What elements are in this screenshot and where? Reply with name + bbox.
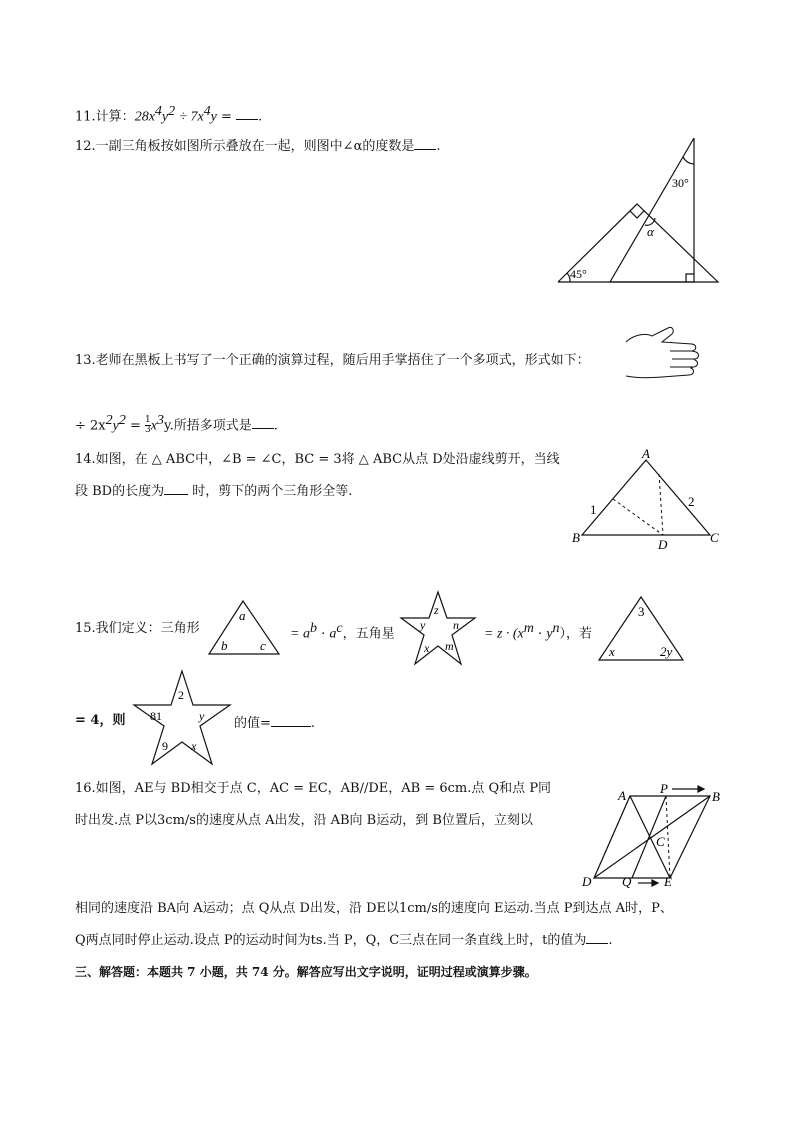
q13-fraction: $\frac{1}{3}$ bbox=[145, 415, 151, 436]
q14-blank bbox=[164, 480, 188, 495]
q15-star-2 bbox=[132, 668, 232, 768]
question-16-line3: 相同的速度沿 BA向 A运动；点 Q从点 D出发，沿 DE以1cm/s的速度向 E运动.当点 P到达点 A时，P、 bbox=[75, 901, 673, 916]
q13-line2-suffix: y.所捂多项式是 bbox=[163, 418, 252, 434]
q15-star1-y: y bbox=[420, 618, 426, 632]
question-13-line2: ÷ $2x^2y^2$ = $\frac{1}{3}$ $x^3y$.所捂多项式是 . bbox=[75, 413, 278, 436]
q16-label-D: D bbox=[582, 874, 592, 889]
q16-blank bbox=[586, 929, 608, 944]
q13-line2-prefix: ÷ 2x bbox=[75, 418, 106, 434]
q14-line2-b: 时，剪下的两个三角形全等. bbox=[188, 484, 353, 499]
q15-tri2-left: x bbox=[609, 644, 615, 659]
q15-star1-x: x bbox=[424, 641, 430, 655]
q16-label-C: C bbox=[656, 834, 665, 849]
q14-line1: 14.如图，在 △ ABC中，∠B = ∠C，BC = 3将 △ ABC从点 D处沿虚线剪开，当线 bbox=[75, 452, 560, 467]
q11-label: 11.计算： bbox=[75, 109, 135, 125]
q15-line2-lead: = 4，则 bbox=[75, 713, 126, 728]
q15-blank bbox=[271, 712, 311, 727]
q15-star1-n: n bbox=[453, 618, 459, 632]
q11-expr-prefix: 28x bbox=[134, 109, 155, 125]
q11-expr-rest: ÷ 7x bbox=[179, 109, 204, 125]
q11-blank bbox=[236, 105, 258, 120]
hand-icon bbox=[622, 322, 700, 384]
q14-label-C: C bbox=[710, 530, 719, 545]
q16-label-B: B bbox=[712, 789, 720, 804]
q15-star2-right: y bbox=[199, 709, 205, 723]
question-16-line2: 时出发.点 P以3cm/s的速度从点 A出发，沿 AB向 B运动，到 B位置后，立刻以 bbox=[75, 813, 533, 828]
q16-label-A: A bbox=[618, 788, 626, 803]
q15-tri1-b: b bbox=[221, 638, 228, 653]
q15-star2-br: x bbox=[191, 739, 197, 753]
question-15-lead: 15.我们定义：三角形 bbox=[75, 621, 200, 636]
q16-label-Q: Q bbox=[622, 874, 632, 889]
q14-figure bbox=[566, 446, 726, 550]
q12-angle30: 30° bbox=[672, 176, 689, 190]
q15-star2-top: 2 bbox=[178, 688, 184, 702]
q16-figure bbox=[580, 776, 730, 894]
q15-eq2: = $z \cdot (x^m \cdot y^n)$，若 bbox=[484, 621, 593, 642]
q15-triangle-1 bbox=[205, 598, 283, 658]
q15-line2-tail: 的值= . bbox=[234, 712, 315, 733]
q13-text: 13.老师在黑板上书写了一个正确的演算过程，随后用手掌捂住了一个多项式，形式如下： bbox=[75, 353, 590, 368]
question-13 bbox=[75, 352, 590, 370]
q15-star1-z: z bbox=[434, 603, 439, 617]
q14-label-B: B bbox=[572, 530, 580, 545]
q15-triangle-2 bbox=[596, 594, 686, 664]
q12-figure bbox=[552, 132, 724, 287]
q14-label-D: D bbox=[658, 537, 668, 550]
q14-line2-a: 段 BD的长度为 bbox=[75, 484, 165, 499]
q15-star2-left: 81 bbox=[150, 709, 162, 723]
q12-angle45: 45° bbox=[570, 267, 587, 281]
q15-star-1 bbox=[398, 590, 478, 668]
q15-star2-bl: 9 bbox=[162, 739, 168, 753]
q12-alpha: α bbox=[647, 224, 654, 239]
q12-blank bbox=[414, 135, 436, 150]
q15-tri2-top: 3 bbox=[638, 604, 645, 619]
q14-label-2: 2 bbox=[688, 494, 695, 509]
q12-text: 12.一副三角板按如图所示叠放在一起，则图中∠α的度数是 bbox=[75, 139, 415, 154]
question-16-line4: Q两点同时停止运动.设点 P的运动时间为ts.当 P，Q，C三点在同一条直线上时，t的值为 . bbox=[75, 929, 613, 950]
question-16-line1: 16.如图，AE与 BD相交于点 C，AC = EC，AB//DE，AB = 6cm.点 Q和点 P同 bbox=[75, 781, 552, 796]
q11-equals: = bbox=[216, 109, 237, 125]
q16-label-E: E bbox=[664, 874, 672, 889]
question-12: 12.一副三角板按如图所示叠放在一起，则图中∠α的度数是 . bbox=[75, 135, 441, 156]
question-14-line1 bbox=[75, 451, 560, 469]
q16-label-P: P bbox=[660, 781, 668, 796]
section-3-heading: 三、解答题：本题共 7 小题，共 74 分。解答应写出文字说明，证明过程或演算步骤。 bbox=[75, 965, 537, 979]
q14-label-1: 1 bbox=[590, 502, 597, 517]
q13-blank bbox=[252, 414, 274, 429]
question-11: 11.计算：$28x^4y^2 \div 7x^4y$ = . bbox=[75, 104, 263, 125]
question-14-line2 bbox=[75, 480, 352, 501]
q15-star1-m: m bbox=[445, 639, 454, 653]
q13-line2-mid: = bbox=[125, 418, 146, 434]
q15-tri1-a: a bbox=[239, 608, 246, 623]
q14-label-A: A bbox=[642, 446, 650, 461]
q15-tri2-right: 2y bbox=[660, 644, 673, 659]
q15-eq1: = $a^b \cdot a^c$，五角星 bbox=[290, 621, 395, 642]
q15-tri1-c: c bbox=[260, 638, 266, 653]
